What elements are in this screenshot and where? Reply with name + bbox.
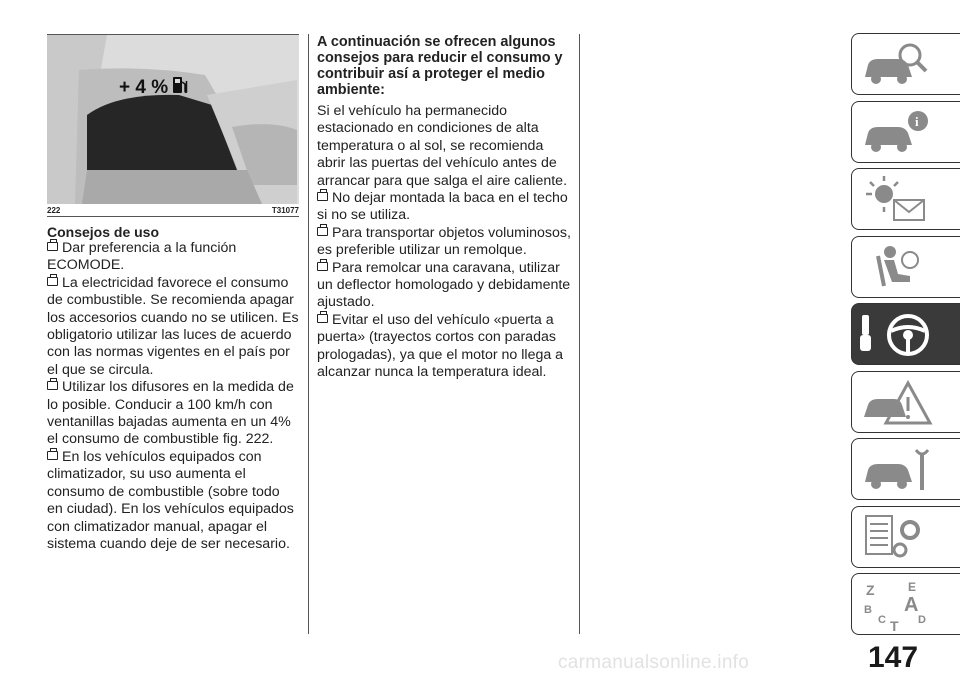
tab-airbag-seat[interactable]: [851, 236, 960, 298]
column-divider-left: [308, 34, 309, 634]
bullet-icon: [317, 227, 328, 236]
airbag-seat-icon: [860, 242, 930, 292]
bullet-icon: [47, 381, 58, 390]
svg-text:B: B: [864, 604, 872, 616]
bullet-icon: [317, 314, 328, 323]
tab-light-envelope[interactable]: [851, 168, 960, 230]
key-steering-wheel-icon: [856, 309, 946, 361]
tab-car-info[interactable]: [851, 101, 960, 163]
tab-car-magnifier[interactable]: [851, 33, 960, 95]
list-item: En los vehículos equipados con climatizador, su uso aumenta el consumo de combustible (sobre todo en ciudad). En los vehículos equipados con climatizador manual, apagar el sistema cuando deje de ser necesario.: [47, 448, 294, 552]
figure-code: T31077: [271, 206, 299, 215]
intro-paragraph: Si el vehículo ha permanecido estacionado en condiciones de alta temperatura o al sol, se recomienda abrir las puertas del vehículo antes de arrancar para que salga el aire caliente.: [317, 103, 568, 189]
car-window-illustration: [47, 35, 299, 204]
watermark: carmanualsonline.info: [558, 652, 750, 673]
bullet-icon: [47, 277, 58, 286]
car-warning-triangle-icon: [860, 377, 940, 429]
figure-caption: [47, 204, 299, 217]
percentage-overlay: + 4 %: [119, 77, 169, 98]
list-item: La electricidad favorece el consumo de combustible. Se recomienda apagar los accesorios cuando no se utilicen. Es obligatorio utilizar las luces de acuerdo con las normas vigentes en el país por el que se circula.: [47, 274, 299, 378]
bullet-icon: [47, 242, 58, 251]
list-item: Utilizar los difusores en la medida de lo posible. Conducir a 100 km/h con ventanillas bajadas aumenta en un 4% el consumo de combustible fig. 222.: [47, 379, 294, 448]
fuel-pump-icon: [172, 75, 188, 95]
list-item: No dejar montada la baca en el techo si no se utiliza.: [317, 190, 568, 224]
middle-column: [317, 34, 572, 382]
svg-text:T: T: [890, 618, 899, 631]
tab-car-warning-triangle[interactable]: [851, 371, 960, 433]
svg-text:i: i: [915, 113, 919, 129]
list-item: Dar preferencia a la función ECOMODE.: [47, 240, 237, 274]
bullet-icon: [47, 451, 58, 460]
svg-text:E: E: [908, 580, 917, 594]
car-wrench-icon: [860, 444, 940, 496]
list-item: Para transportar objetos voluminosos, es preferible utilizar un remolque.: [317, 224, 571, 259]
list-item: Evitar el uso del vehículo «puerta a puerta» (trayectos cortos con paradas prologadas), ya que el motor no llega a alcanzar nunca la temperatura ideal.: [317, 311, 564, 381]
tab-car-wrench[interactable]: [851, 438, 960, 500]
page-number: 147: [868, 641, 919, 674]
left-column: [47, 34, 299, 553]
figure-number: 222: [47, 206, 61, 215]
svg-text:A: A: [904, 594, 919, 616]
svg-text:D: D: [918, 614, 926, 626]
tab-alphabet-index[interactable]: [851, 573, 960, 635]
section-heading: A continuación se ofrecen algunos consejos para reducir el consumo y contribuir así a proteger el medio ambiente:: [317, 34, 563, 98]
svg-text:C: C: [878, 614, 886, 626]
tab-key-steering-wheel[interactable]: [851, 303, 960, 365]
list-item: Para remolcar una caravana, utilizar un deflector homologado y debidamente ajustado.: [317, 259, 571, 311]
car-magnifier-icon: [860, 39, 930, 89]
bullet-icon: [317, 262, 328, 271]
chapter-tabs: [851, 33, 960, 641]
section-heading: Consejos de uso: [47, 224, 160, 240]
alphabet-index-icon: [860, 579, 940, 631]
light-envelope-icon: [860, 174, 930, 224]
figure-car-window: [47, 34, 299, 204]
list-gears-icon: [860, 512, 940, 564]
tab-list-gears[interactable]: [851, 506, 960, 568]
bullet-icon: [317, 192, 328, 201]
car-info-icon: [860, 107, 930, 157]
svg-text:Z: Z: [866, 582, 875, 598]
column-divider-right: [579, 34, 580, 634]
